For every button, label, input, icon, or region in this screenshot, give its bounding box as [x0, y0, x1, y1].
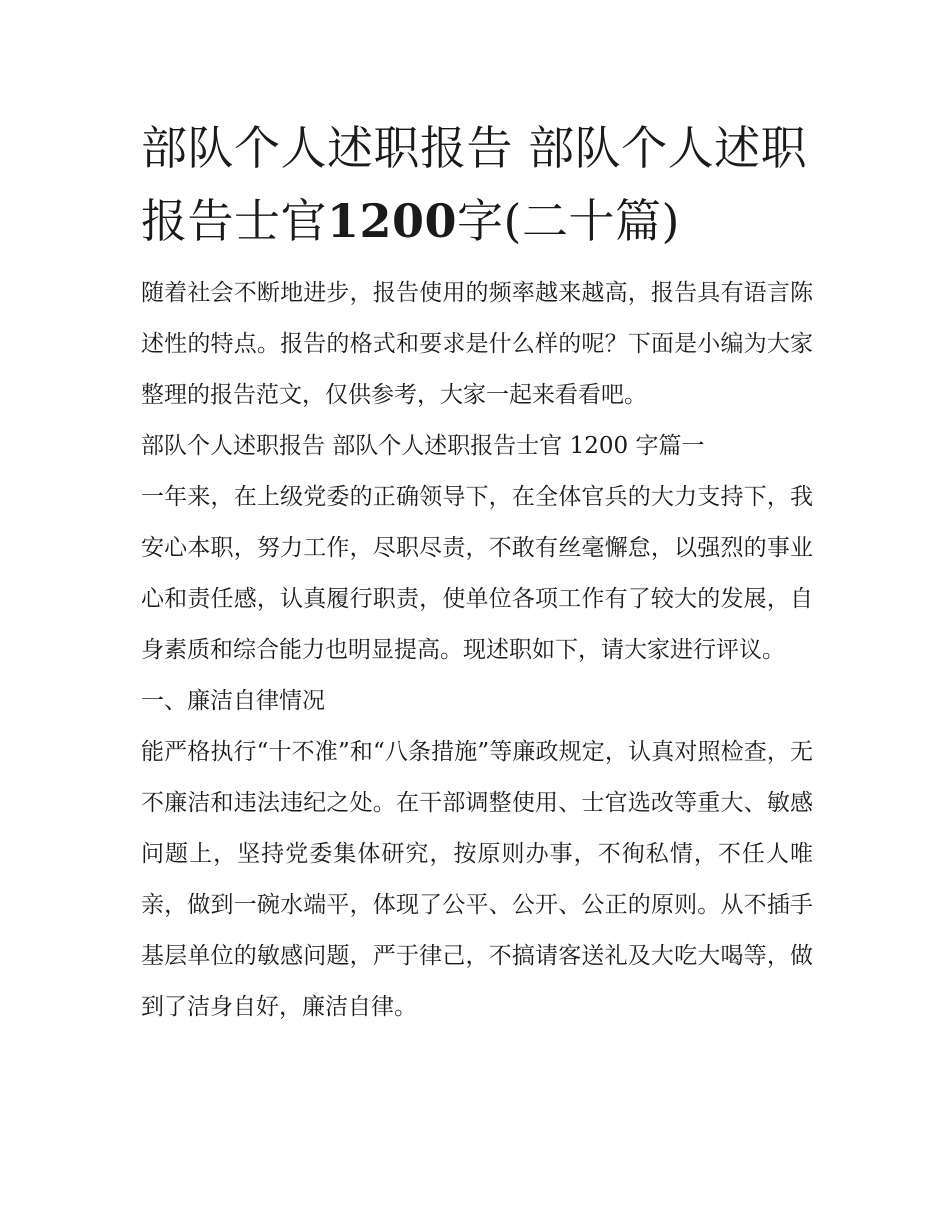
intro-paragraph: 随着社会不断地进步，报告使用的频率越来越高，报告具有语言陈述性的特点。报告的格式和要求是什么样的呢？下面是小编为大家整理的报告范文，仅供参考，大家一起来看看吧。: [141, 280, 813, 408]
document-body: [141, 112, 813, 1033]
title-text: 部队个人述职报告 部队个人述职报告士官: [141, 121, 808, 248]
title-number: 1200: [327, 194, 458, 248]
subsection-heading: 一、廉洁自律情况: [141, 688, 325, 714]
body-paragraph: 一年来，在上级党委的正确领导下，在全体官兵的大力支持下，我安心本职，努力工作，尽职尽责，不敢有丝毫懈怠，以强烈的事业心和责任感，认真履行职责，使单位各项工作有了较大的发展，自身素质和综合能力也明显提高。现述职如下，请大家进行评议。: [141, 484, 813, 663]
title-suffix: 字(二十篇): [457, 194, 680, 248]
body-paragraph: 能严格执行“十不准”和“八条措施”等廉政规定，认真对照检查，无不廉洁和违法违纪之处。在干部调整使用、士官选改等重大、敏感问题上，坚持党委集体研究，按原则办事，不徇私情，不任人唯亲，做到一碗水端平，体现了公平、公开、公正的原则。从不插手基层单位的敏感问题，严于律己，不搞请客送礼及大吃大喝等，做到了洁身自好，廉洁自律。: [141, 739, 813, 1020]
section-heading: 部队个人述职报告 部队个人述职报告士官 1200 字篇一: [141, 433, 705, 459]
document-title: [141, 112, 813, 258]
